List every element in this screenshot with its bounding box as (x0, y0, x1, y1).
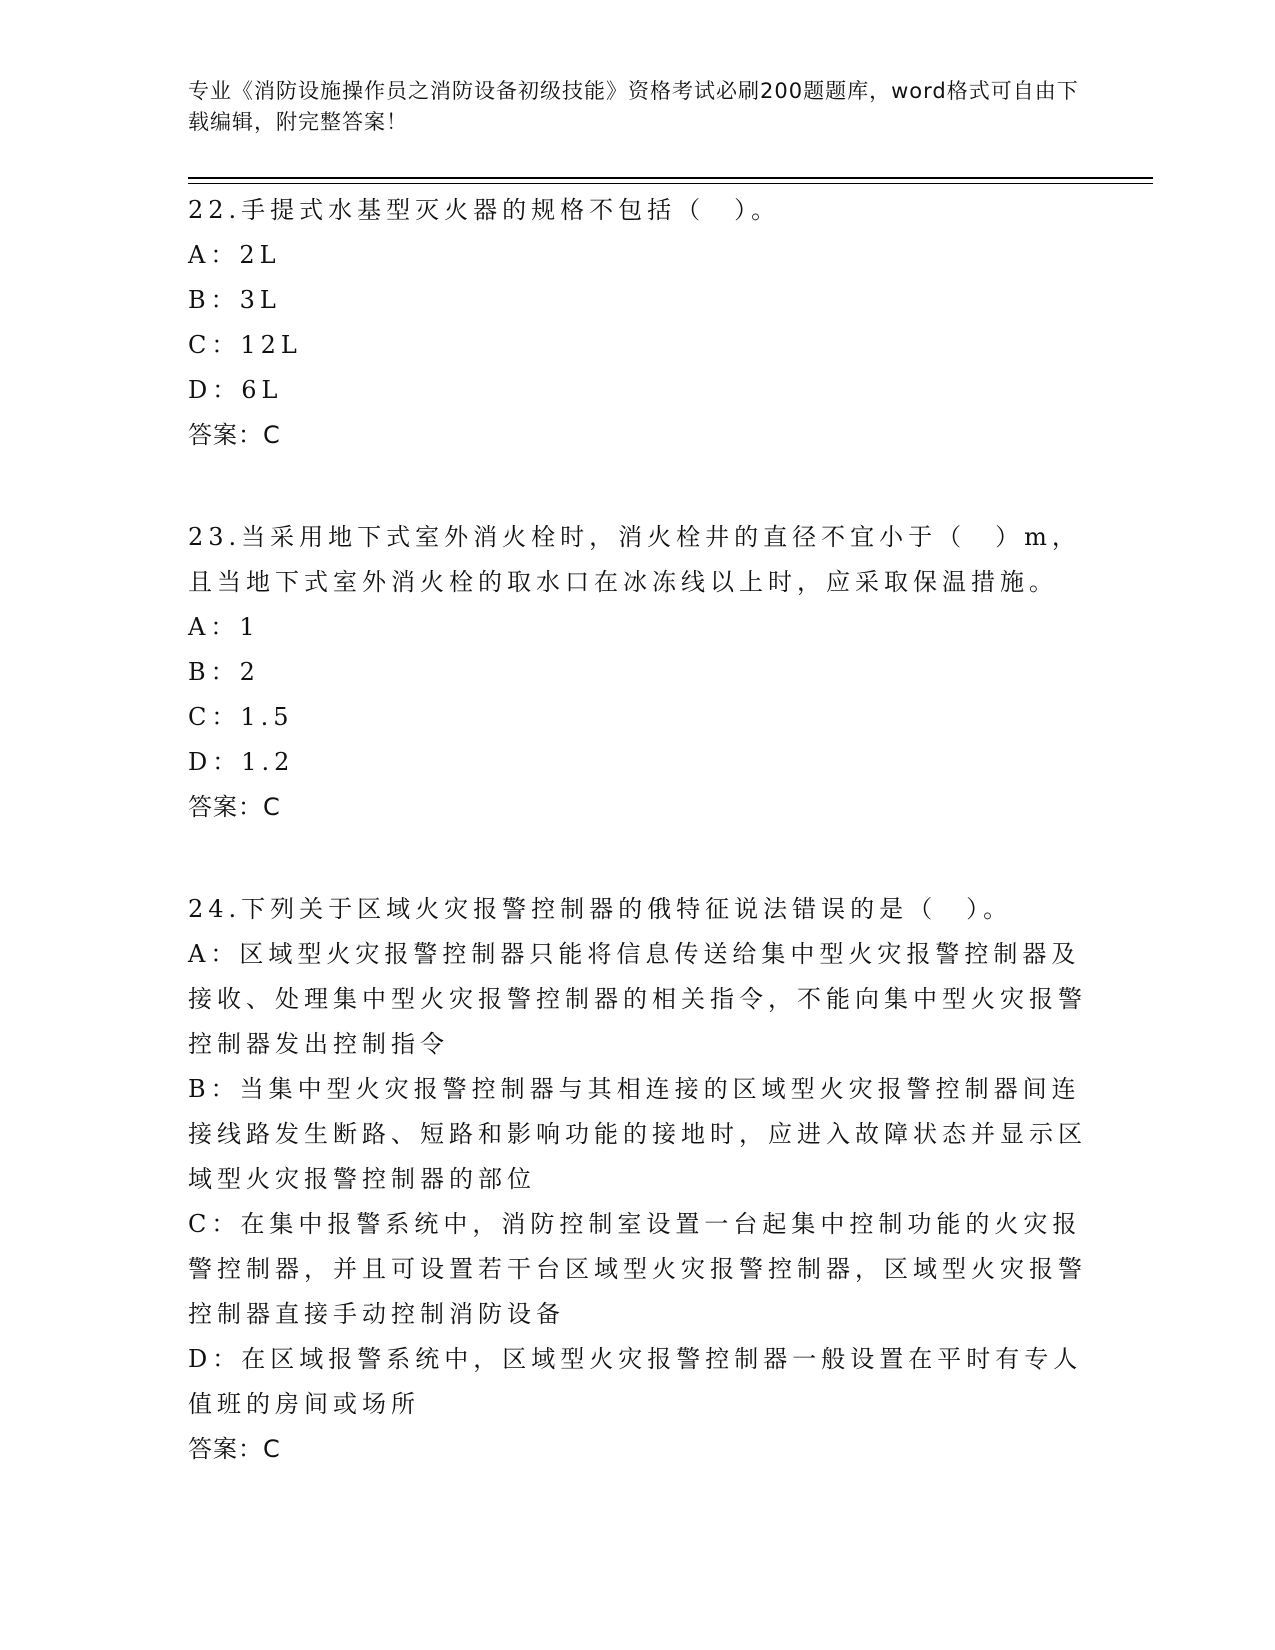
question-stem: 24.下列关于区域火灾报警控制器的俄特征说法错误的是（ ）。 (188, 895, 1013, 923)
answer-key: 答案：C (188, 793, 281, 821)
header-divider-thin (188, 183, 1153, 184)
option-c: C：12L (188, 331, 302, 359)
option-c: C：在集中报警系统中，消防控制室设置一台起集中控制功能的火灾报警控制器，并且可设置若干台区域型火灾报警控制器，区域型火灾报警控制器直接手动控制消防设备 (188, 1210, 1087, 1328)
question-list (188, 188, 1088, 1472)
option-d: D：6L (188, 376, 283, 404)
option-b: B：2 (188, 658, 260, 686)
header-divider-thick (188, 177, 1153, 179)
option-a: A：1 (188, 613, 260, 641)
question-22 (188, 188, 1088, 458)
option-b: B：3L (188, 286, 281, 314)
option-a: A：2L (188, 241, 281, 269)
option-d: D：1.2 (188, 748, 295, 776)
question-24 (188, 887, 1088, 1472)
option-a: A：区域型火灾报警控制器只能将信息传送给集中型火灾报警控制器及接收、处理集中型火灾报警控制器的相关指令，不能向集中型火灾报警控制器发出控制指令 (188, 940, 1087, 1058)
question-stem: 23.当采用地下式室外消火栓时，消火栓井的直径不宜小于（ ）m，且当地下式室外消火栓的取水口在冰冻线以上时，应采取保温措施。 (188, 523, 1081, 596)
option-c: C：1.5 (188, 703, 294, 731)
answer-key: 答案：C (188, 421, 281, 449)
option-b: B：当集中型火灾报警控制器与其相连接的区域型火灾报警控制器间连接线路发生断路、短路和影响功能的接地时，应进入故障状态并显示区域型火灾报警控制器的部位 (188, 1075, 1087, 1193)
document-header: 专业《消防设施操作员之消防设备初级技能》资格考试必刷200题题库，word格式可自由下载编辑，附完整答案！ (188, 79, 1079, 134)
answer-key: 答案：C (188, 1435, 281, 1463)
question-stem: 22.手提式水基型灭火器的规格不包括（ ）。 (188, 196, 781, 224)
question-23 (188, 515, 1088, 830)
option-d: D：在区域报警系统中，区域型火灾报警控制器一般设置在平时有专人值班的房间或场所 (188, 1345, 1083, 1418)
